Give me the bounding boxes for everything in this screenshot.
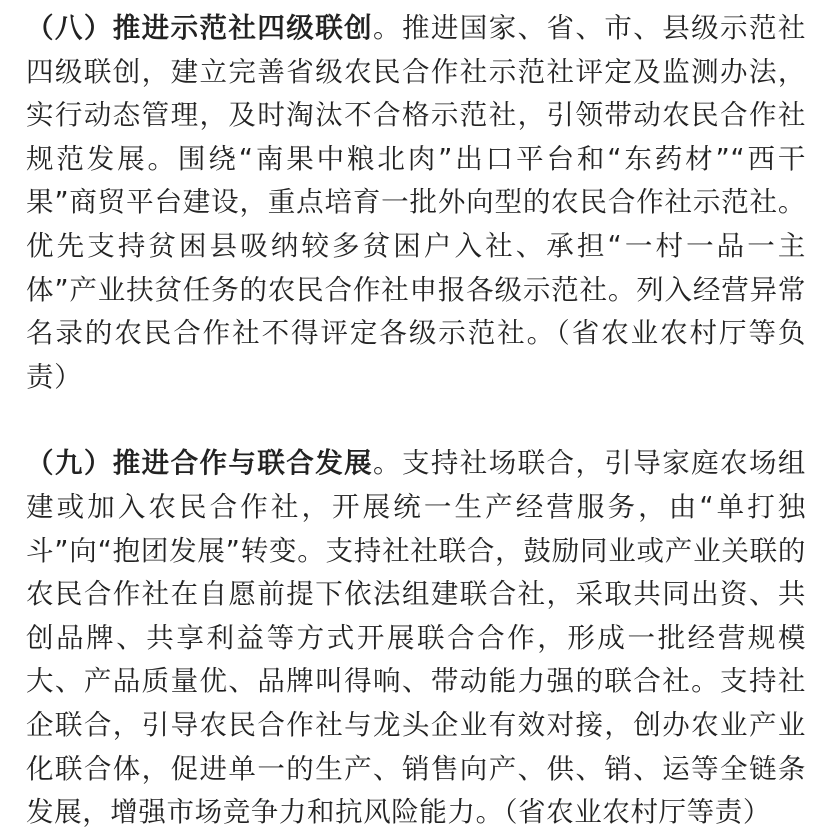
section-heading-9: （九）推进合作与联合发展 xyxy=(26,447,374,480)
paragraph-section-9 xyxy=(26,442,806,834)
article-body xyxy=(26,0,806,835)
section-heading-8: （八）推进示范社四级联创 xyxy=(26,12,374,44)
section-body-8: 。推进国家、省、市、县级示范社四级联创，建立完善省级农民合作社示范社评定及监测办法，实行动态管理，及时淘汰不合格示范社，引领带动农民合作社规范发展。围绕“南果中粮北肉”出口平台和“东药材”“西干果”商贸平台建设，重点培育一批外向型的农民合作社示范社。优先支持贫困县吸纳较多贫困户入社、承担“一村一品一主体”产业扶贫任务的农民合作社申报各级示范社。列入经营异常名录的农民合作社不得评定各级示范社。（省农业农村厅等负责） xyxy=(26,12,806,393)
section-body-9: 。支持社场联合，引导家庭农场组建或加入农民合作社，开展统一生产经营服务，由“单打独斗”向“抱团发展”转变。支持社社联合，鼓励同业或产业关联的农民合作社在自愿前提下依法组建联合社，采取共同出资、共创品牌、共享利益等方式开展联合合作，形成一批经营规模大、产品质量优、品牌叫得响、带动能力强的联合社。支持社企联合，引导农民合作社与龙头企业有效对接，创办农业产业化联合体，促进单一的生产、销售向产、供、销、运等全链条发展，增强市场竞争力和抗风险能力。（省农业农村厅等责） xyxy=(26,447,806,829)
paragraph-section-8 xyxy=(26,0,806,399)
